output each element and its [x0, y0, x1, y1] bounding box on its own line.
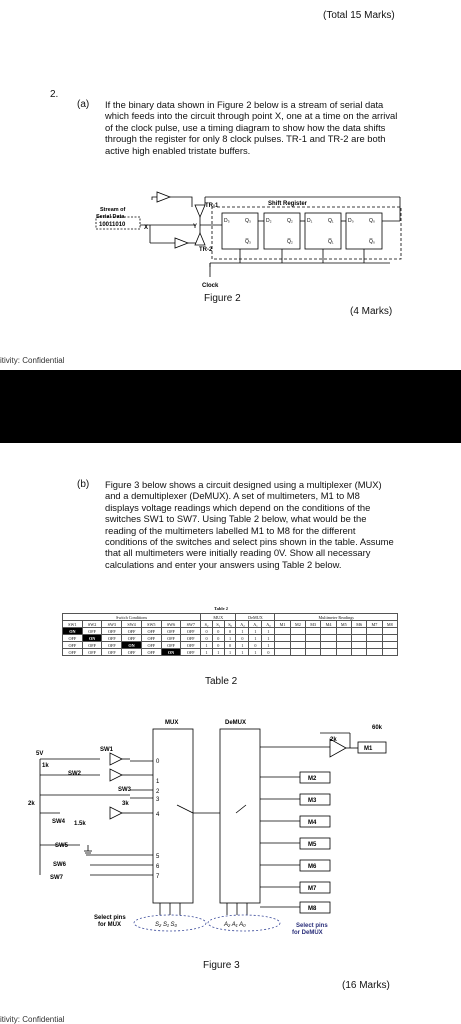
r3k-label: 3k: [122, 801, 129, 807]
ff3-d: D₃: [224, 218, 230, 224]
mux-header-0: S₂: [201, 621, 213, 628]
mux-input-2: 2: [156, 789, 160, 795]
meter-m6: M6: [308, 864, 317, 870]
switch-cell: OFF: [63, 649, 83, 656]
page-separator: [0, 370, 461, 443]
demux-cell: 1: [249, 635, 262, 642]
meter-reading-cell[interactable]: [352, 649, 367, 656]
figure-3-diagram: [0, 695, 461, 935]
meter-reading-cell[interactable]: [336, 628, 351, 635]
switch-header-3: SW4: [122, 621, 142, 628]
meter-reading-cell[interactable]: [321, 628, 336, 635]
meter-reading-cell[interactable]: [382, 635, 397, 642]
demux-label: DeMUX: [225, 720, 247, 726]
mux-cell: 0: [212, 628, 224, 635]
meter-header-0: M1: [275, 621, 290, 628]
mux-header-1: S₁: [212, 621, 224, 628]
table-header-row: [63, 621, 398, 628]
demux-cell: 1: [249, 628, 262, 635]
mux-input-0: 0: [156, 759, 160, 765]
demux-select-pins: A₂ A₁ A₀: [224, 922, 246, 928]
meter-reading-cell[interactable]: [321, 649, 336, 656]
meter-header-1: M2: [290, 621, 305, 628]
demux-cell: 0: [262, 649, 275, 656]
meter-header-3: M4: [321, 621, 336, 628]
table-2-title: Table 2: [214, 606, 228, 611]
meter-reading-cell[interactable]: [321, 642, 336, 649]
figure-2-caption: Figure 2: [204, 293, 241, 304]
mux-cell: 0: [212, 642, 224, 649]
meter-reading-cell[interactable]: [352, 642, 367, 649]
meter-reading-cell[interactable]: [352, 635, 367, 642]
tr2-label: TR-2: [199, 247, 213, 253]
sw7-label: SW7: [50, 875, 64, 881]
mux-cell: 0: [224, 642, 236, 649]
shift-register-label: Shift Register: [268, 201, 308, 207]
meter-reading-cell[interactable]: [367, 635, 382, 642]
meter-reading-cell[interactable]: [367, 649, 382, 656]
total-marks: (Total 15 Marks): [323, 10, 395, 21]
meter-reading-cell[interactable]: [321, 635, 336, 642]
meter-reading-cell[interactable]: [382, 628, 397, 635]
switch-cell: OFF: [181, 635, 201, 642]
meter-reading-cell[interactable]: [367, 642, 382, 649]
switch-header-1: SW2: [82, 621, 102, 628]
demux-header-0: A₂: [236, 621, 249, 628]
demux-header-1: A₁: [249, 621, 262, 628]
meter-reading-cell[interactable]: [275, 635, 290, 642]
switch-cell: OFF: [63, 642, 83, 649]
demux-cell: 1: [236, 628, 249, 635]
y-label: Y: [193, 224, 198, 230]
meter-header-2: M3: [306, 621, 321, 628]
select-demux-label-2: for DeMUX: [292, 930, 323, 936]
meter-header-7: M8: [382, 621, 397, 628]
ff1-qbar: Q̅₁: [328, 239, 334, 245]
meter-reading-cell[interactable]: [336, 635, 351, 642]
mux-cell: 1: [224, 649, 236, 656]
demux-cell: 0: [236, 635, 249, 642]
switch-cell: OFF: [102, 628, 122, 635]
select-mux-label-1: Select pins: [94, 915, 126, 921]
ff2-q: Q₂: [287, 218, 293, 224]
demux-cell: 1: [262, 635, 275, 642]
r1-5k-label: 1.5k: [74, 821, 86, 827]
meter-header-6: M7: [367, 621, 382, 628]
mux-cell: 0: [224, 628, 236, 635]
meter-reading-cell[interactable]: [306, 635, 321, 642]
meter-m5: M5: [308, 842, 317, 848]
group-switch: Switch Conditions: [63, 614, 201, 621]
mux-input-5: 5: [156, 854, 160, 860]
group-demux: DeMUX: [236, 614, 275, 621]
table-2-caption: Table 2: [205, 676, 238, 687]
table-2: [62, 613, 398, 656]
switch-cell: OFF: [181, 642, 201, 649]
select-mux-label-2: for MUX: [98, 922, 121, 928]
mux-header-2: S₀: [224, 621, 236, 628]
group-mux: MUX: [201, 614, 236, 621]
ff0-d: D₀: [348, 218, 354, 224]
part-a-text: If the binary data shown in Figure 2 below is a stream of serial data which feeds into the circuit through point X, one at a time on the arrival of the clock pulse, use a timing diagram to show how the data shifts through the register for only 8 clock pulses. TR-1 and TR-2 are both active high enabled tristate buffers.: [105, 99, 398, 156]
figure-2-diagram: [0, 185, 461, 305]
mux-input-7: 7: [156, 874, 160, 880]
mux-label: MUX: [165, 720, 179, 726]
meter-reading-cell[interactable]: [336, 642, 351, 649]
switch-header-2: SW3: [102, 621, 122, 628]
part-b-marks: (16 Marks): [342, 980, 390, 991]
ff3-qbar: Q̅₃: [245, 239, 251, 245]
meter-m4: M4: [308, 820, 317, 826]
switch-cell: OFF: [161, 642, 181, 649]
meter-reading-cell[interactable]: [306, 642, 321, 649]
sw2-label: SW2: [68, 771, 82, 777]
switch-cell: OFF: [181, 628, 201, 635]
table-row: [63, 649, 398, 656]
switch-cell: ON: [122, 642, 142, 649]
ff1-d: D₁: [307, 218, 313, 224]
switch-cell: ON: [82, 635, 102, 642]
v5-label: 5V: [36, 751, 44, 757]
switch-cell: OFF: [122, 649, 142, 656]
part-a-label: (a): [77, 99, 90, 110]
switch-cell: ON: [63, 628, 83, 635]
meter-reading-cell[interactable]: [336, 649, 351, 656]
sw1-label: SW1: [100, 747, 114, 753]
table-row: [63, 635, 398, 642]
switch-cell: OFF: [102, 649, 122, 656]
switch-cell: OFF: [102, 635, 122, 642]
mux-cell: 1: [201, 649, 213, 656]
meter-m3: M3: [308, 798, 317, 804]
mux-cell: 1: [212, 649, 224, 656]
meter-reading-cell[interactable]: [306, 649, 321, 656]
meter-m1: M1: [364, 746, 373, 752]
switch-cell: OFF: [141, 628, 161, 635]
meter-reading-cell[interactable]: [306, 628, 321, 635]
ff2-qbar: Q̅₂: [287, 239, 293, 245]
part-a-marks: (4 Marks): [350, 306, 393, 317]
demux-header-2: A₀: [262, 621, 275, 628]
table-row: [63, 642, 398, 649]
mux-input-6: 6: [156, 864, 160, 870]
meter-reading-cell[interactable]: [290, 649, 305, 656]
ff3-q: Q₃: [245, 218, 251, 224]
sw6-label: SW6: [53, 862, 67, 868]
ff2-d: D₂: [266, 218, 272, 224]
meter-m8: M8: [308, 906, 317, 912]
switch-cell: OFF: [63, 635, 83, 642]
sw5-label: SW5: [55, 843, 69, 849]
switch-cell: OFF: [82, 642, 102, 649]
r2k-label: 2k: [28, 801, 35, 807]
demux-cell: 1: [262, 642, 275, 649]
switch-cell: OFF: [82, 628, 102, 635]
meter-reading-cell[interactable]: [367, 628, 382, 635]
group-meters: Multimeter Readings: [275, 614, 398, 621]
mux-input-4: 4: [156, 812, 160, 818]
meter-reading-cell[interactable]: [382, 642, 397, 649]
stream-label-2: Serial Data: [96, 214, 125, 220]
part-b-text: Figure 3 below shows a circuit designed using a multiplexer (MUX) and a demultiplexer (DeMUX). A set of multimeters, M1 to M8 displays voltage readings which depend on the conditions of the switches SW1 to SW7. Using Table 2 below, what would be the reading of the multimeters labelled M1 to M8 for the different conditions of the switches and select pins shown in the table. Assume that all multimeters were initially reading 0V. Show all necessary calculations and enter your answers using Table 2 below.: [105, 479, 394, 570]
confidential-watermark-1: itivity: Confidential: [0, 356, 65, 365]
r1k-label: 1k: [42, 763, 49, 769]
mux-cell: 0: [212, 635, 224, 642]
r60k-label: 60k: [372, 725, 383, 731]
data-bits: 10011010: [99, 222, 126, 228]
switch-header-5: SW6: [161, 621, 181, 628]
demux-cell: 1: [236, 642, 249, 649]
mux-cell: 0: [201, 635, 213, 642]
meter-reading-cell[interactable]: [290, 628, 305, 635]
clock-label: Clock: [202, 283, 219, 289]
part-b-label: (b): [77, 479, 90, 490]
mux-input-1: 1: [156, 779, 160, 785]
meter-reading-cell[interactable]: [275, 628, 290, 635]
ff0-qbar: Q̅₀: [369, 239, 375, 245]
demux-cell: 1: [249, 649, 262, 656]
confidential-watermark-2: itivity: Confidential: [0, 1015, 65, 1024]
meter-header-4: M5: [336, 621, 351, 628]
switch-cell: OFF: [161, 628, 181, 635]
meter-reading-cell[interactable]: [275, 642, 290, 649]
meter-reading-cell[interactable]: [352, 628, 367, 635]
stream-label-1: Stream of: [100, 207, 126, 213]
mux-cell: 1: [201, 642, 213, 649]
switch-header-6: SW7: [181, 621, 201, 628]
meter-reading-cell[interactable]: [290, 642, 305, 649]
mux-cell: 1: [224, 635, 236, 642]
meter-header-5: M6: [352, 621, 367, 628]
switch-cell: OFF: [122, 635, 142, 642]
mux-select-pins: S₂ S₁ S₀: [155, 922, 178, 928]
r2k-fb-label: 2k: [330, 737, 337, 743]
x-label: X: [144, 225, 149, 231]
mux-input-3: 3: [156, 797, 160, 803]
switch-cell: OFF: [82, 649, 102, 656]
select-demux-label-1: Select pins: [296, 923, 328, 929]
switch-cell: OFF: [161, 635, 181, 642]
switch-header-4: SW5: [141, 621, 161, 628]
switch-cell: OFF: [181, 649, 201, 656]
switch-cell: OFF: [141, 642, 161, 649]
mux-cell: 0: [201, 628, 213, 635]
switch-cell: OFF: [141, 649, 161, 656]
switch-cell: OFF: [102, 642, 122, 649]
question-number: 2.: [50, 89, 59, 100]
sw3-label: SW3: [118, 787, 132, 793]
sw4-label: SW4: [52, 819, 66, 825]
demux-cell: 1: [236, 649, 249, 656]
table-row: [63, 628, 398, 635]
ff0-q: Q₀: [369, 218, 375, 224]
meter-reading-cell[interactable]: [382, 649, 397, 656]
figure-3-caption: Figure 3: [203, 960, 240, 971]
demux-cell: 0: [249, 642, 262, 649]
switch-header-0: SW1: [63, 621, 83, 628]
tr1-label: TR-1: [205, 203, 219, 209]
ff1-q: Q₁: [328, 218, 334, 224]
meter-reading-cell[interactable]: [290, 635, 305, 642]
switch-cell: ON: [161, 649, 181, 656]
meter-reading-cell[interactable]: [275, 649, 290, 656]
switch-cell: OFF: [122, 628, 142, 635]
meter-m2: M2: [308, 776, 317, 782]
meter-m7: M7: [308, 886, 317, 892]
demux-cell: 1: [262, 628, 275, 635]
switch-cell: OFF: [141, 635, 161, 642]
